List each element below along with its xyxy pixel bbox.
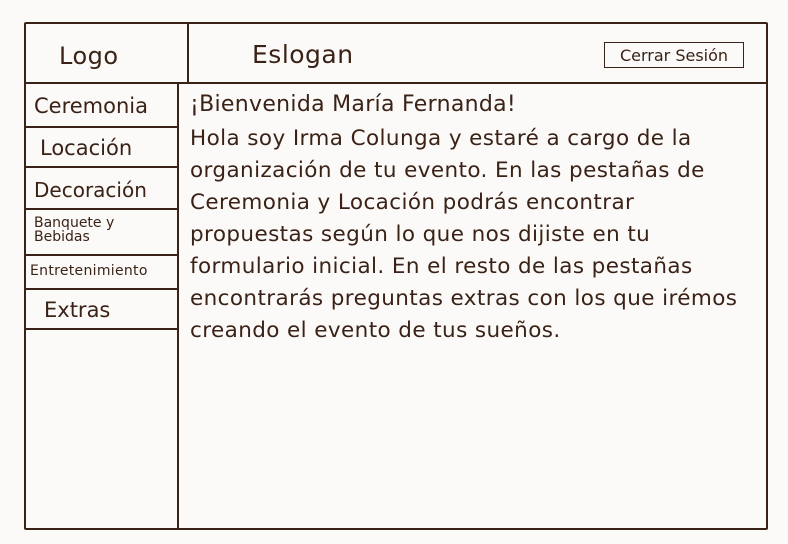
- slogan: Eslogan: [252, 40, 354, 69]
- main-content: [186, 88, 761, 347]
- sidebar-item-label: Banquete y Bebidas: [34, 215, 115, 245]
- sidebar-item-label: Entretenimiento: [30, 263, 148, 279]
- sidebar-item-label: Locación: [40, 136, 133, 160]
- logout-button[interactable]: Cerrar Sesión: [604, 42, 744, 68]
- logo-area: [26, 24, 189, 82]
- logo[interactable]: Logo: [59, 42, 119, 70]
- sidebar-item-label: Decoración: [34, 178, 147, 202]
- welcome-heading: ¡Bienvenida María Fernanda!: [190, 92, 517, 117]
- sidebar-item-decoracion[interactable]: [26, 168, 177, 210]
- app-frame: [24, 22, 768, 530]
- sidebar: [26, 84, 179, 530]
- header: [26, 24, 766, 84]
- sidebar-item-ceremonia[interactable]: [26, 84, 177, 128]
- welcome-message: Hola soy Irma Colunga y estaré a cargo de la organización de tu evento. En las pestañas de Ceremonia y Locación podrás encontrar propuestas según lo que nos dijiste en tu formulario inicial. En el resto de las pestañas encontrarás preguntas extras con los que irémos creando el evento de tus sueños.: [190, 126, 738, 343]
- sidebar-item-banquete-y-bebidas[interactable]: [26, 210, 177, 256]
- sidebar-item-extras[interactable]: [26, 290, 177, 330]
- sidebar-item-locacion[interactable]: [26, 128, 177, 168]
- sidebar-item-label: Extras: [44, 298, 111, 322]
- sidebar-item-label: Ceremonia: [34, 94, 148, 118]
- sidebar-item-entretenimiento[interactable]: [26, 256, 177, 290]
